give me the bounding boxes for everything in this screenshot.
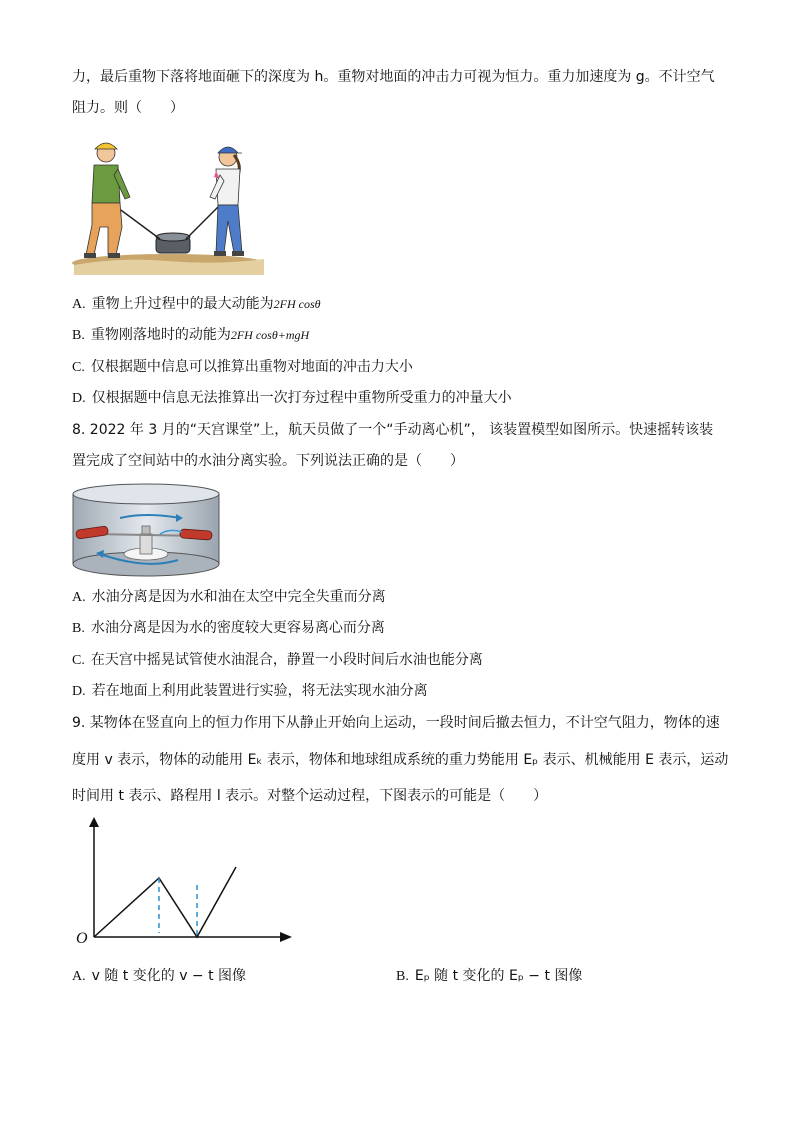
option-text: 仅根据题中信息无法推算出一次打夯过程中重物所受重力的冲量大小 (91, 390, 512, 406)
q7-stem-line-1: 力，最后重物下落将地面砸下的深度为 h。重物对地面的冲击力可视为恒力。重力加速度为 g。不计空气 (72, 69, 715, 85)
q9-stem-line-2: 度用 v 表示，物体的动能用 Eₖ 表示，物体和地球组成系统的重力势能用 Eₚ 表示、机械能用 E 表示，运动 (72, 752, 729, 768)
option-math: 2FH cosθ+mgH (230, 328, 310, 342)
option-text: 重物刚落地时的动能为 (90, 327, 231, 343)
option-label: A. (72, 590, 86, 605)
option-label: B. (72, 328, 85, 343)
hard-hat (95, 143, 117, 149)
option-text: 仅根据题中信息可以推算出重物对地面的冲击力大小 (90, 359, 413, 375)
q9-option-b[interactable] (396, 966, 582, 987)
q7-option-d[interactable] (72, 388, 512, 409)
option-text: 重物上升过程中的最大动能为 (91, 296, 274, 312)
option-label: C. (72, 653, 85, 668)
q8-option-c[interactable] (72, 650, 483, 671)
option-label: A. (72, 969, 86, 984)
crank-post (140, 534, 152, 554)
option-label: A. (72, 297, 86, 312)
q7-option-c[interactable] (72, 357, 413, 378)
option-text: 若在地面上利用此装置进行实验，将无法实现水油分离 (91, 683, 428, 699)
rammer-illustration (70, 135, 266, 275)
option-text: 在天宫中摇晃试管使水油混合，静置一小段时间后水油也能分离 (90, 652, 483, 668)
q9-stem-line-3: 时间用 t 表示、路程用 l 表示。对整个运动过程，下图表示的可能是（ ） (72, 788, 548, 804)
test-tube-right (180, 529, 213, 540)
q8-option-d[interactable] (72, 681, 428, 702)
q8-option-b[interactable] (72, 618, 385, 639)
option-label: B. (72, 621, 85, 636)
option-text: v 随 t 变化的 v − t 图像 (91, 968, 247, 984)
q9-stem-line-1: 9. 某物体在竖直向上的恒力作用下从静止开始向上运动，一段时间后撤去恒力，不计空气阻力，物体的速 (72, 715, 720, 731)
cylinder-top (73, 484, 219, 504)
option-label: D. (72, 684, 86, 699)
q8-stem-line-2: 置完成了空间站中的水油分离实验。下列说法正确的是（ ） (72, 453, 464, 469)
x-axis-arrow (280, 932, 292, 942)
option-label: B. (396, 969, 409, 984)
graph-line (94, 867, 236, 937)
q7-option-b[interactable] (72, 325, 309, 346)
option-text: 水油分离是因为水的密度较大更容易离心而分离 (90, 620, 385, 636)
option-math: 2FH cosθ (273, 297, 321, 311)
q7-stem-line-2: 阻力。则（ ） (72, 100, 184, 116)
option-text: 水油分离是因为水和油在太空中完全失重而分离 (91, 589, 386, 605)
option-label: D. (72, 391, 86, 406)
q8-option-a[interactable] (72, 587, 386, 608)
cap (218, 147, 242, 153)
q9-option-a[interactable] (72, 966, 246, 987)
centrifuge-illustration (70, 482, 222, 578)
option-text: Eₚ 随 t 变化的 Eₚ − t 图像 (414, 968, 583, 984)
option-label: C. (72, 360, 85, 375)
y-axis-arrow (89, 817, 99, 827)
origin-label: O (76, 930, 88, 947)
q9-graph (70, 815, 296, 949)
q7-option-a[interactable] (72, 294, 321, 315)
q8-stem-line-1: 8. 2022 年 3 月的“天宫课堂”上，航天员做了一个“手动离心机”， 该装置模型如图所示。快速摇转该装 (72, 422, 714, 438)
